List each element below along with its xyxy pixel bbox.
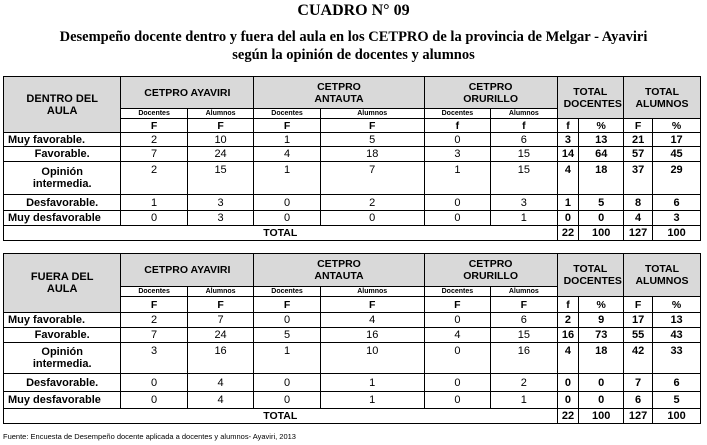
cell: 18 [579,162,624,195]
subhead-alumnos: Alumnos [187,287,253,297]
cell: 8 [624,195,653,211]
cell: 2 [121,162,187,195]
cell: 73 [579,328,624,343]
cell: 24 [187,147,253,162]
cell: 1 [121,195,187,211]
cell: 7 [320,162,424,195]
pct-header: % [653,297,701,313]
subhead-alumnos: Alumnos [187,109,253,119]
cell: 0 [424,211,490,226]
cell: 1 [557,195,579,211]
group-header-total-docentes [557,254,623,297]
f-header: F [187,119,253,133]
f-header: F [121,297,187,313]
cell: 4 [187,374,253,392]
pct-header: % [579,297,624,313]
f-header: f [557,297,579,313]
table-row [4,133,701,147]
cell: 0 [121,211,187,226]
cell: 3 [491,195,557,211]
group-header-total-alumnos [624,77,701,119]
row-label [4,343,121,374]
cell: 15 [491,162,557,195]
cell: 0 [121,392,187,409]
cell: 7 [121,147,187,162]
total-row [4,226,701,241]
f-header: f [557,119,579,133]
total-label: TOTAL [4,226,558,241]
cell: 43 [653,328,701,343]
row-label: Favorable. [4,328,121,343]
total-cell: 100 [579,226,624,241]
f-header: F [121,119,187,133]
table-row [4,195,701,211]
cell: 4 [557,162,579,195]
f-header: F [320,119,424,133]
group-label: TOTAL DOCENTES [563,85,622,110]
cell: 13 [653,313,701,328]
cell: 2 [557,313,579,328]
heading-text: FUERA DEL AULA [30,271,94,295]
pct-header: % [653,119,701,133]
cell: 4 [187,392,253,409]
subhead-alumnos: Alumnos [491,287,557,297]
group-header-antauta [254,254,424,287]
cell: 16 [557,328,579,343]
cell: 16 [320,328,424,343]
total-cell: 127 [624,409,653,424]
f-header: F [491,297,557,313]
group-label: CETPRO ANTAUTA [314,258,364,282]
row-label-text: Opinión intermedia. [32,166,92,190]
group-label: TOTAL ALUMNOS [635,263,689,287]
subhead-docentes: Docentes [121,287,187,297]
cell: 1 [320,392,424,409]
subhead-docentes: Docentes [254,287,320,297]
f-header: F [624,297,653,313]
f-header: F [624,119,653,133]
f-header: F [254,297,320,313]
cell: 55 [624,328,653,343]
total-cell: 22 [557,409,579,424]
cell: 6 [491,313,557,328]
total-cell: 100 [653,226,701,241]
row-label: Muy desfavorable [4,392,121,409]
cell: 3 [121,343,187,374]
group-header-antauta [254,77,424,109]
f-header: F [187,297,253,313]
source-note: Fuente: Encuesta de Desempeño docente aplicada a docentes y alumnos- Ayaviri, 2013 [3,432,296,441]
cell: 0 [557,392,579,409]
page-title: CUADRO N° 09 [297,2,410,19]
cell: 24 [187,328,253,343]
table-row [4,313,701,328]
cell: 2 [491,374,557,392]
f-header: F [424,297,490,313]
cell: 0 [557,211,579,226]
cell: 15 [491,328,557,343]
group-label: TOTAL DOCENTES [563,263,622,287]
f-header: F [254,119,320,133]
cell: 3 [187,211,253,226]
cell: 17 [624,313,653,328]
cell: 0 [121,374,187,392]
subhead-alumnos: Alumnos [320,287,424,297]
cell: 4 [320,313,424,328]
cell: 0 [424,313,490,328]
cell: 3 [424,147,490,162]
cell: 0 [424,133,490,147]
cell: 0 [254,211,320,226]
cell: 0 [579,211,624,226]
row-label-text: Opinión intermedia. [32,346,92,370]
cell: 1 [320,374,424,392]
cell: 18 [579,343,624,374]
cell: 1 [424,162,490,195]
f-header: f [491,119,557,133]
total-cell: 100 [653,409,701,424]
cell: 0 [254,195,320,211]
cell: 37 [624,162,653,195]
total-label: TOTAL [4,409,558,424]
cell: 2 [121,313,187,328]
cell: 1 [254,343,320,374]
cell: 6 [653,195,701,211]
table-heading [4,254,121,313]
cell: 6 [653,374,701,392]
group-header-total-alumnos [624,254,701,297]
f-header: F [320,297,424,313]
pct-header: % [579,119,624,133]
group-label: CETPRO ORURILLO [463,258,519,282]
cell: 0 [320,211,424,226]
cell: 5 [320,133,424,147]
cell: 1 [254,162,320,195]
row-label: Desfavorable. [4,195,121,211]
cell: 0 [254,374,320,392]
cell: 0 [579,374,624,392]
cell: 0 [424,343,490,374]
cell: 0 [424,374,490,392]
cell: 5 [579,195,624,211]
cell: 64 [579,147,624,162]
row-label: Muy desfavorable [4,211,121,226]
cell: 7 [624,374,653,392]
cell: 14 [557,147,579,162]
cell: 4 [424,328,490,343]
group-label: CETPRO AYAVIRI [144,264,231,276]
cell: 16 [491,343,557,374]
cell: 10 [320,343,424,374]
cell: 7 [121,328,187,343]
total-cell: 100 [579,409,624,424]
cell: 2 [320,195,424,211]
group-header-orurillo [424,77,557,109]
cell: 5 [254,328,320,343]
table-heading [4,77,121,133]
cell: 5 [653,392,701,409]
table-row [4,162,701,195]
group-header-total-docentes [557,77,623,119]
cell: 2 [121,133,187,147]
cell: 6 [491,133,557,147]
row-label [4,162,121,195]
heading-text: DENTRO DEL AULA [26,92,98,117]
total-row [4,409,701,424]
row-label: Favorable. [4,147,121,162]
group-label: CETPRO ANTAUTA [314,80,364,105]
cell: 0 [579,392,624,409]
cell: 0 [254,392,320,409]
total-cell: 127 [624,226,653,241]
table-fuera-del-aula [3,253,701,424]
cell: 15 [491,147,557,162]
subtitle-line-2: según la opinión de docentes y alumnos [232,47,475,63]
cell: 21 [624,133,653,147]
cell: 3 [557,133,579,147]
cell: 4 [624,211,653,226]
table-row [4,374,701,392]
table-row [4,392,701,409]
cell: 15 [187,162,253,195]
cell: 33 [653,343,701,374]
subhead-docentes: Docentes [254,109,320,119]
row-label: Muy favorable. [4,133,121,147]
subhead-alumnos: Alumnos [491,109,557,119]
cell: 57 [624,147,653,162]
f-header: f [424,119,490,133]
cell: 9 [579,313,624,328]
cell: 3 [187,195,253,211]
cell: 45 [653,147,701,162]
table-row [4,328,701,343]
subhead-docentes: Docentes [424,109,490,119]
cell: 3 [653,211,701,226]
page-subtitle [0,28,707,64]
cell: 13 [579,133,624,147]
cell: 17 [653,133,701,147]
subhead-docentes: Docentes [424,287,490,297]
table-dentro-del-aula [3,76,701,241]
table-row [4,211,701,226]
group-label: CETPRO AYAVIRI [144,86,231,99]
cell: 0 [424,195,490,211]
table-row [4,147,701,162]
row-label: Muy favorable. [4,313,121,328]
cell: 18 [320,147,424,162]
cell: 42 [624,343,653,374]
subhead-docentes: Docentes [121,109,187,119]
group-header-ayaviri [121,77,254,109]
cell: 4 [557,343,579,374]
cell: 0 [557,374,579,392]
cell: 0 [254,313,320,328]
cell: 29 [653,162,701,195]
cell: 1 [254,133,320,147]
row-label: Desfavorable. [4,374,121,392]
subhead-alumnos: Alumnos [320,109,424,119]
cell: 1 [491,211,557,226]
cell: 16 [187,343,253,374]
cell: 1 [491,392,557,409]
total-cell: 22 [557,226,579,241]
subtitle-line-1: Desempeño docente dentro y fuera del aula en los CETPRO de la provincia de Melgar - Ayaviri [59,29,648,45]
cell: 6 [624,392,653,409]
group-label: TOTAL ALUMNOS [635,85,689,110]
cell: 4 [254,147,320,162]
cell: 10 [187,133,253,147]
cell: 7 [187,313,253,328]
group-header-orurillo [424,254,557,287]
cell: 0 [424,392,490,409]
group-header-ayaviri [121,254,254,287]
table-row [4,343,701,374]
group-label: CETPRO ORURILLO [463,80,519,105]
